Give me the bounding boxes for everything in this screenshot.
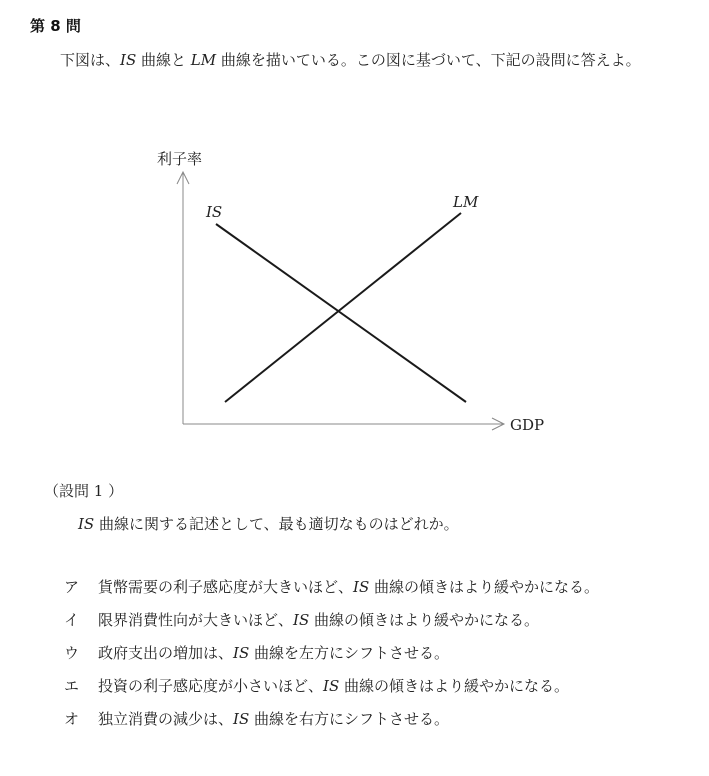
option-letter: イ [64, 611, 80, 629]
answer-option-o[interactable] [64, 708, 599, 741]
x-axis [183, 418, 504, 430]
lm-curve-label: LM [453, 193, 479, 211]
option-letter: オ [64, 710, 80, 728]
option-text: 独立消費の減少は、IS 曲線を右方にシフトさせる。 [98, 710, 449, 728]
is-lm-diagram [0, 140, 709, 450]
option-letter: ウ [64, 644, 80, 662]
answer-option-i[interactable] [64, 609, 599, 642]
option-text: 政府支出の増加は、IS 曲線を左方にシフトさせる。 [98, 644, 449, 662]
answer-option-e[interactable] [64, 675, 599, 708]
x-axis-label: GDP [510, 416, 545, 434]
option-letter: ア [64, 578, 80, 596]
option-letter: エ [64, 677, 80, 695]
y-axis-label: 利子率 [157, 150, 203, 168]
answer-options [64, 576, 599, 741]
question-intro: 下図は、IS 曲線と LM 曲線を描いている。この図に基づいて、下記の設問に答えよ。 [60, 51, 641, 69]
is-curve [216, 224, 466, 402]
answer-option-u[interactable] [64, 642, 599, 675]
y-axis [177, 172, 189, 424]
option-text: 限界消費性向が大きいほど、IS 曲線の傾きはより緩やかになる。 [98, 611, 539, 629]
subquestion-stem: IS 曲線に関する記述として、最も適切なものはどれか。 [78, 515, 459, 533]
question-title: 第 8 問 [30, 17, 81, 35]
option-text: 貨幣需要の利子感応度が大きいほど、IS 曲線の傾きはより緩やかになる。 [98, 578, 599, 596]
option-text: 投資の利子感応度が小さいほど、IS 曲線の傾きはより緩やかになる。 [98, 677, 569, 695]
answer-option-a[interactable] [64, 576, 599, 609]
is-curve-label: IS [206, 203, 223, 221]
subquestion-label: （設問 1 ） [44, 482, 124, 500]
